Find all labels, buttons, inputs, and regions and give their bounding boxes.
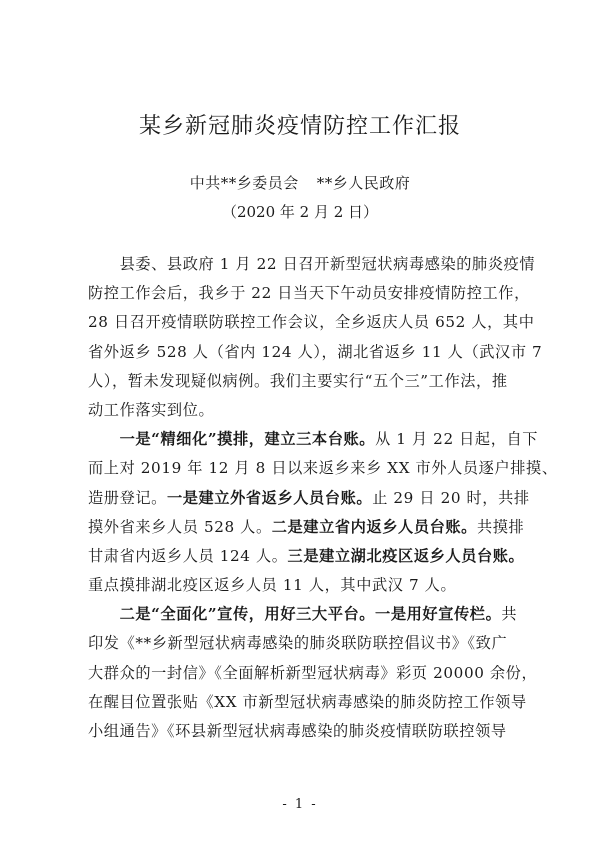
text-run: 造册登记。 (88, 488, 167, 507)
document-date: （2020 年 2 月 2 日） (221, 203, 379, 221)
text-line: 大群众的一封信》《全面解析新型冠状病毒》彩页 20000 余份， (88, 663, 538, 682)
text-line (88, 600, 524, 629)
text-run: 共摸排 (476, 517, 525, 536)
text-line (88, 484, 530, 513)
bold-run: 一是建立外省返乡人员台账。 (166, 488, 373, 507)
indent (88, 430, 120, 448)
page-number: - 1 - (282, 797, 318, 812)
paragraph-publicity (88, 600, 538, 746)
text-run: 摸外省来乡人员 528 人。 (88, 517, 272, 536)
text-line (88, 542, 524, 571)
text-line: 小组通告》《环县新型冠状病毒感染的肺炎疫情联防联控领导 (88, 722, 507, 740)
text-line: 动工作落实到位。 (88, 400, 215, 419)
text-line: 印发《**乡新型冠状病毒感染的肺炎联防联控倡议书》《致广 (88, 634, 508, 653)
bold-run: 二是建立省内返乡人员台账。 (271, 517, 477, 536)
document-body (88, 250, 558, 746)
text-run: 共 (501, 605, 518, 624)
section-heading-1: 一是“精细化”摸排，建立三本台账。 (119, 430, 376, 449)
text-run: 甘肃省内返乡人员 124 人。 (88, 546, 288, 565)
text-line (88, 513, 524, 542)
text-run: 从 1 月 22 日起，自下 (375, 430, 539, 449)
text-line (88, 425, 539, 454)
text-line: 在醒目位置张贴《XX 市新型冠状病毒感染的肺炎防控工作领导 (88, 692, 527, 711)
text-line: 28 日召开疫情联防联控工作会议，全乡返庆人员 652 人，其中 (88, 313, 535, 332)
text-run: 止 29 日 20 时，共排 (372, 488, 530, 507)
section-heading-2: 二是“全面化”宣传，用好三大平台。一是用好宣传栏。 (119, 605, 502, 624)
text-line: 防控工作会后，我乡于 22 日当天下午动员安排疫情防控工作， (88, 284, 530, 303)
text-line: 省外返乡 528 人（省内 124 人），湖北省返乡 11 人（武汉市 7 (88, 342, 543, 361)
issuer-party: 中共**乡委员会 (189, 174, 299, 192)
paragraph-intro (88, 250, 543, 425)
issuer-line (0, 172, 600, 194)
paragraph-refined-survey (88, 425, 558, 600)
text-line: 人），暂未发现疑似病例。我们主要实行“五个三”工作法，推 (88, 371, 508, 390)
indent (88, 605, 120, 623)
document-title: 某乡新冠肺炎疫情防控工作汇报 (138, 114, 461, 139)
text-line: 而上对 2019 年 12 月 8 日以来返乡来乡 XX 市外人员逐户排摸、 (88, 459, 558, 478)
bold-run: 三是建立湖北疫区返乡人员台账。 (287, 546, 525, 565)
issuer-government: **乡人民政府 (316, 174, 411, 192)
text-line: 县委、县政府 1 月 22 日召开新型冠状病毒感染的肺炎疫情 (88, 255, 536, 273)
text-line: 重点摸排湖北疫区返乡人员 11 人，其中武汉 7 人。 (88, 576, 457, 595)
